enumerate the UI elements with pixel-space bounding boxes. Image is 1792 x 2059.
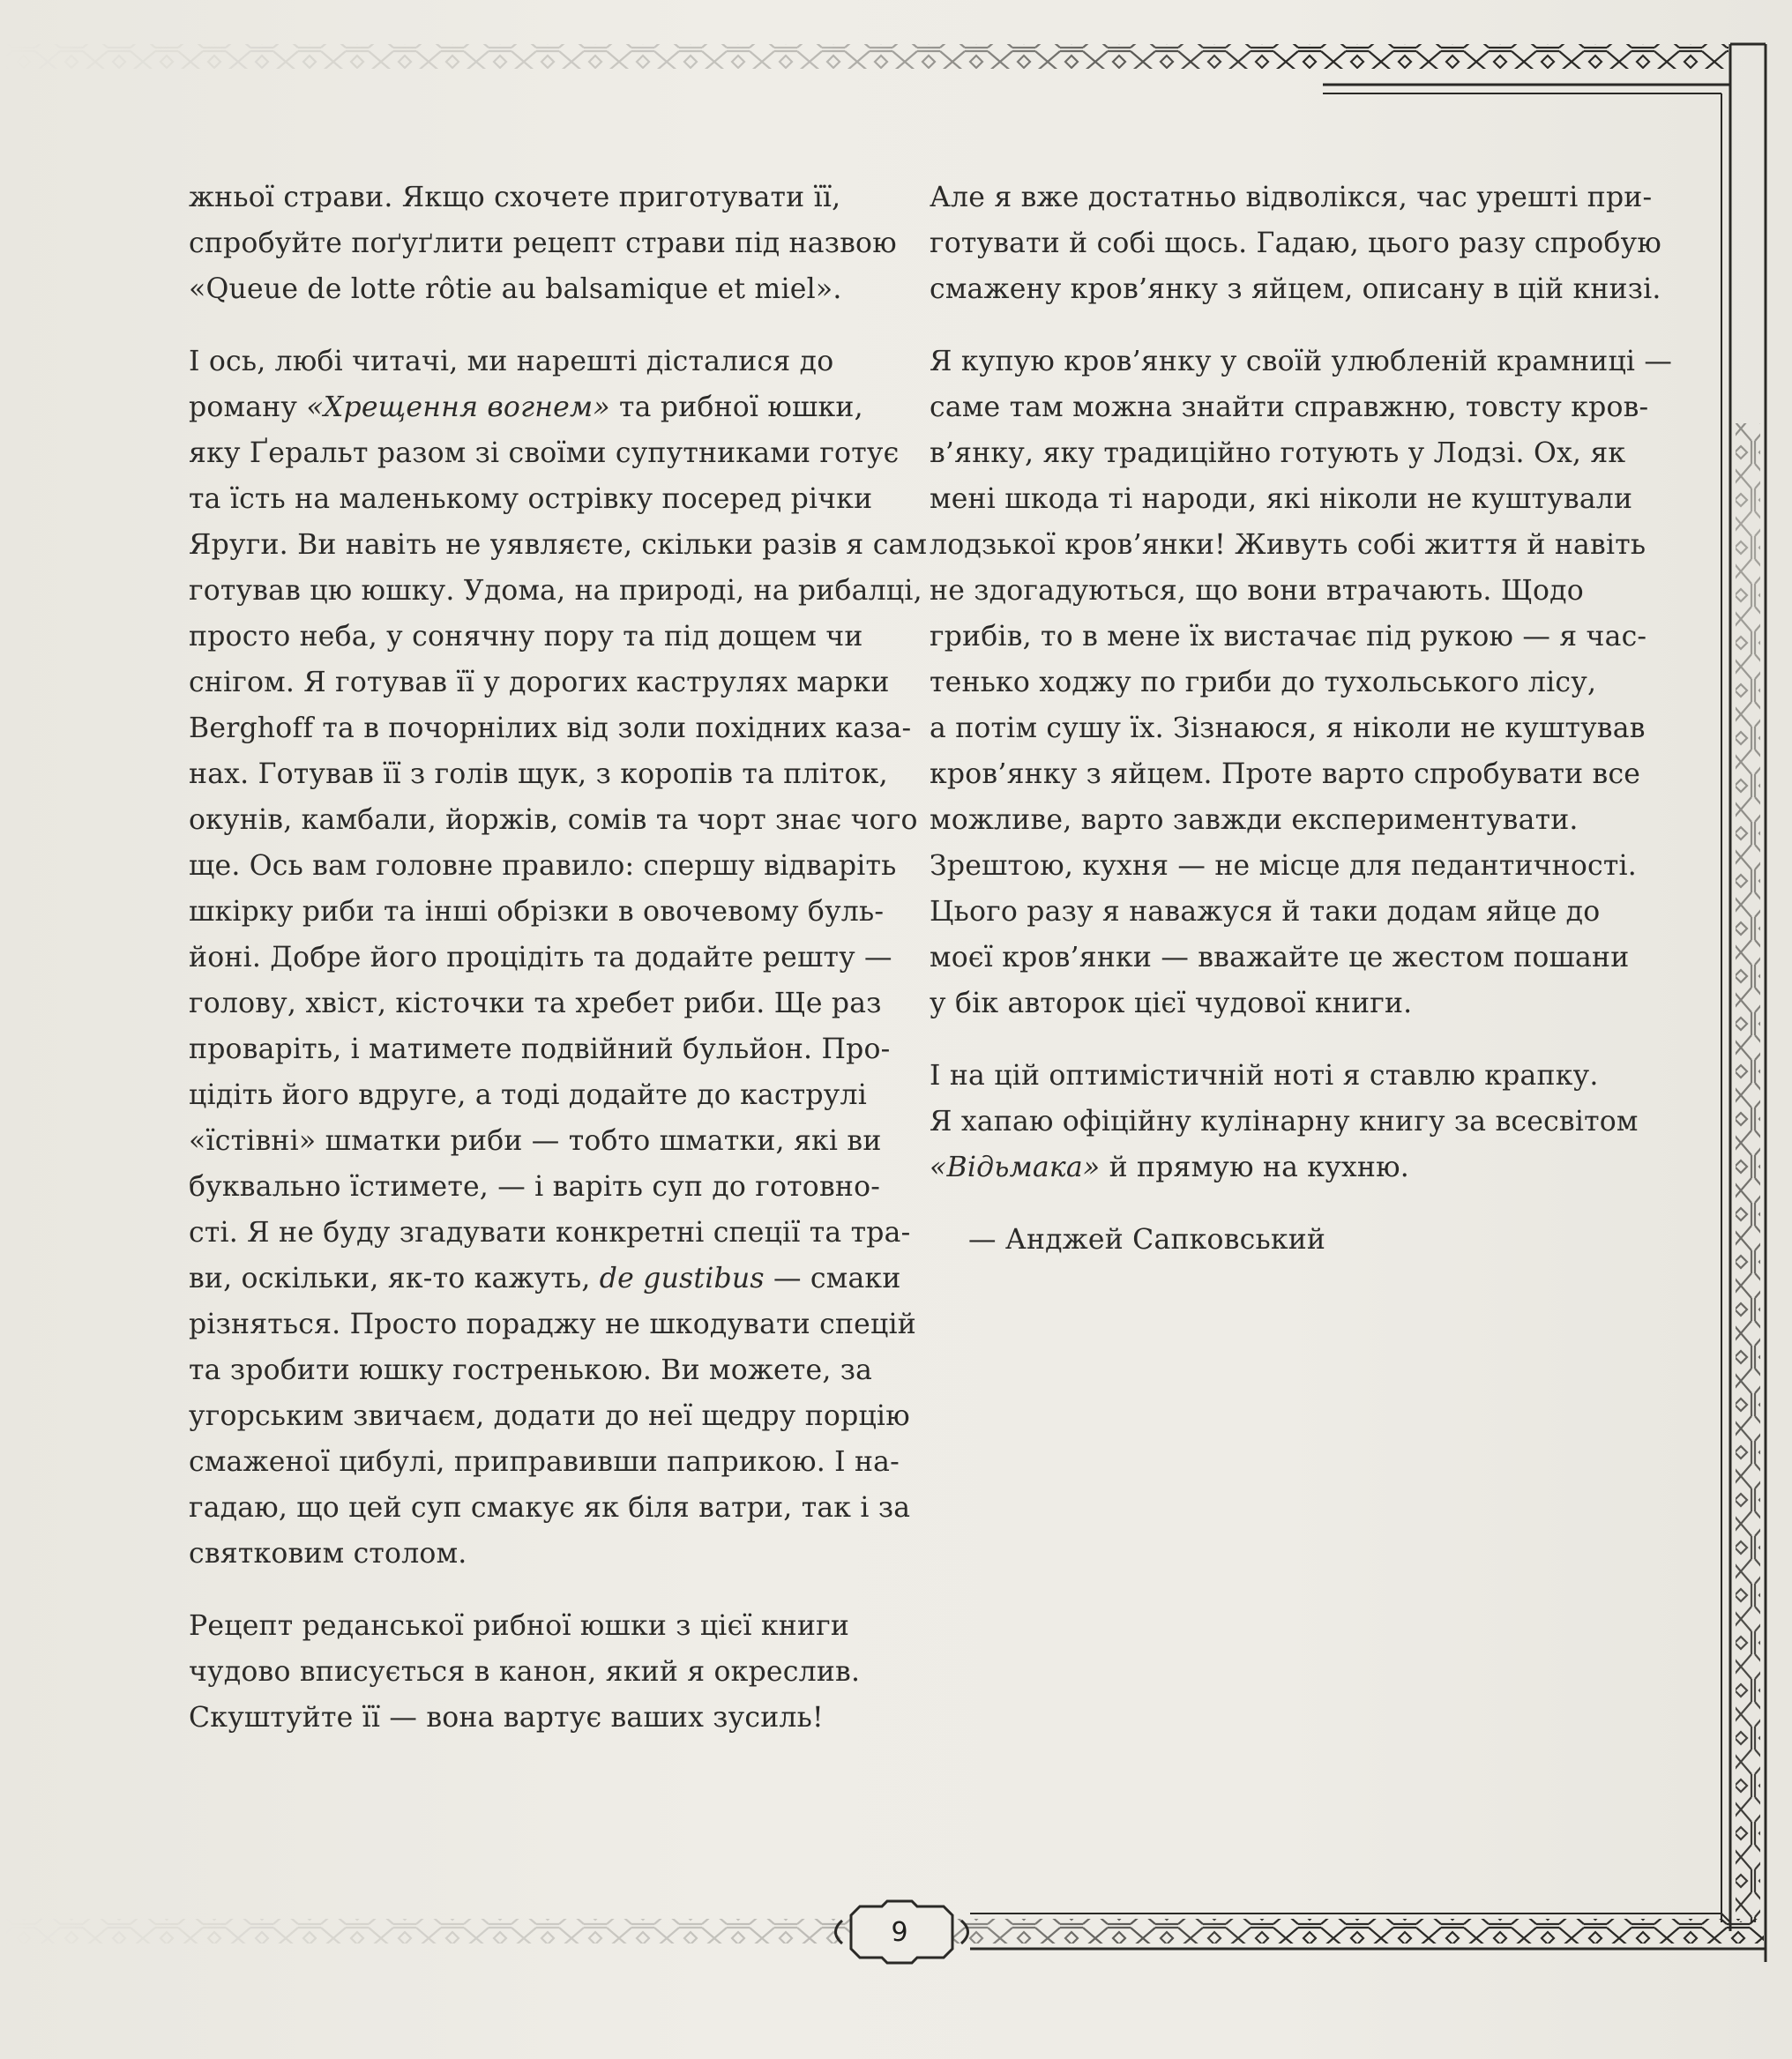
text-line: «Відьмака» й прямую на кухню. [930,1152,1409,1183]
text-line: тенько ходжу по гриби до тухольського лісу, [930,667,1597,698]
text-line: І на цій оптимістичній ноті я ставлю крапку. [930,1060,1599,1092]
text-line: Зрештою, кухня — не місце для педантичності. [930,850,1637,882]
left-column [189,175,928,1741]
text-line: Цього разу я наважуся й таки додам яйце до [930,896,1601,928]
text-line: готував цю юшку. Удома, на природі, на рибалці, [189,575,922,607]
text-line: жньої страви. Якщо схочете приготувати її, [189,182,841,213]
text-line: угорським звичаєм, додати до неї щедру порцію [189,1400,910,1432]
text-line: грибів, то в мене їх вистачає під рукою — я час- [930,621,1647,653]
text-line: в’янку, яку традиційно готують у Лодзі. Ох, як [930,437,1626,469]
text-line: різняться. Просто пораджу не шкодувати спецій [189,1309,916,1340]
text-line: смаженої цибулі, приправивши паприкою. І на- [189,1446,900,1478]
text-line: мені шкода ті народи, які ніколи не куштували [930,483,1633,515]
text-line: моєї кров’янки — вважайте це жестом пошани [930,942,1630,974]
right-column [930,175,1673,1263]
text-line: не здогадуються, що вони втрачають. Щодо [930,575,1584,607]
page-number: 9 [891,1917,908,1948]
text-line: Рецепт реданської рибної юшки з цієї книги [189,1610,850,1642]
text-line: проваріть, і матимете подвійний бульйон. Про- [189,1033,891,1065]
text-line: чудово вписується в канон, який я окреслив. [189,1656,861,1688]
text-line: голову, хвіст, кісточки та хребет риби. Ще раз [189,988,882,1019]
text-line: роману «Хрещення вогнем» та рибної юшки, [189,392,863,423]
text-line: та зробити юшку гостренькою. Ви можете, за [189,1354,873,1386]
text-line: лодзької кров’янки! Живуть собі життя й навіть [930,529,1646,561]
text-line: шкірку риби та інші обрізки в овочевому буль- [189,896,885,928]
text-line: готувати й собі щось. Гадаю, цього разу спробую [930,228,1661,259]
text-line: у бік авторок цієї чудової книги. [930,988,1413,1019]
text-line: ще. Ось вам головне правило: спершу відваріть [189,850,897,882]
book-title: «Відьмака» [930,1152,1101,1183]
text-line: «їстівні» шматки риби — тобто шматки, які ви [189,1125,882,1157]
right-paragraph-3 [930,1053,1639,1190]
text-line: йоні. Добре його процідіть та додайте решту — [189,942,892,974]
text-line: І ось, любі читачі, ми нарешті дісталися до [189,346,834,377]
text-line: Але я вже достатньо відволікся, час урешті при- [930,182,1653,213]
text-line: сті. Я не буду згадувати конкретні спеції та тра- [189,1217,911,1249]
left-paragraph-3 [189,1603,894,1741]
text-line: святковим столом. [189,1538,467,1570]
signature-line: — Анджей Сапковський [968,1224,1326,1256]
novel-title: «Хрещення вогнем» [306,392,610,423]
author-signature [930,1217,1635,1263]
text-line: снігом. Я готував її у дорогих каструлях марки [189,667,890,698]
text-line: Яруги. Ви навіть не уявляєте, скільки разів я сам [189,529,928,561]
text-line: ви, оскільки, як-то кажуть, de gustibus — смаки [189,1263,901,1294]
text-line: просто неба, у сонячну пору та під дощем чи [189,621,863,653]
text-line: та їсть на маленькому острівку посеред річки [189,483,873,515]
left-paragraph-1 [189,175,897,312]
text-line: цідіть його вдруге, а тоді додайте до каструлі [189,1079,867,1111]
latin-phrase: de gustibus [599,1263,765,1294]
text-line: Я купую кров’янку у своїй улюбленій крамниці — [930,346,1673,377]
text-line: яку Ґеральт разом зі своїми супутниками готує [189,437,900,469]
right-paragraph-1 [930,175,1661,312]
text-line: спробуйте поґуґлити рецепт страви під назвою [189,228,897,259]
text-line: нах. Готував її з голів щук, з коропів та пліток, [189,758,888,790]
text-line: саме там можна знайти справжню, товсту кров- [930,392,1649,423]
left-paragraph-2 [189,339,928,1577]
text-line: гадаю, що цей суп смакує як біля ватри, так і за [189,1492,911,1524]
text-line: Berghoff та в почорнілих від золи похідних каза- [189,712,912,744]
text-line: смажену кров’янку з яйцем, описану в цій книзі. [930,273,1661,305]
text-line: буквально їстимете, — і варіть суп до готовно- [189,1171,881,1203]
text-line: «Queue de lotte rôtie au balsamique et miel». [189,273,842,305]
text-line: кров’янку з яйцем. Проте варто спробувати все [930,758,1641,790]
text-line: можливе, варто завжди експериментувати. [930,804,1579,836]
text-line: а потім сушу їх. Зізнаюся, я ніколи не куштував [930,712,1646,744]
right-paragraph-2 [930,339,1673,1026]
text-line: Скуштуйте її — вона вартує ваших зусиль! [189,1702,824,1734]
text-line: Я хапаю офіційну кулінарну книгу за всесвітом [930,1106,1639,1138]
text-line: окунів, камбали, йоржів, сомів та чорт знає чого [189,804,918,836]
